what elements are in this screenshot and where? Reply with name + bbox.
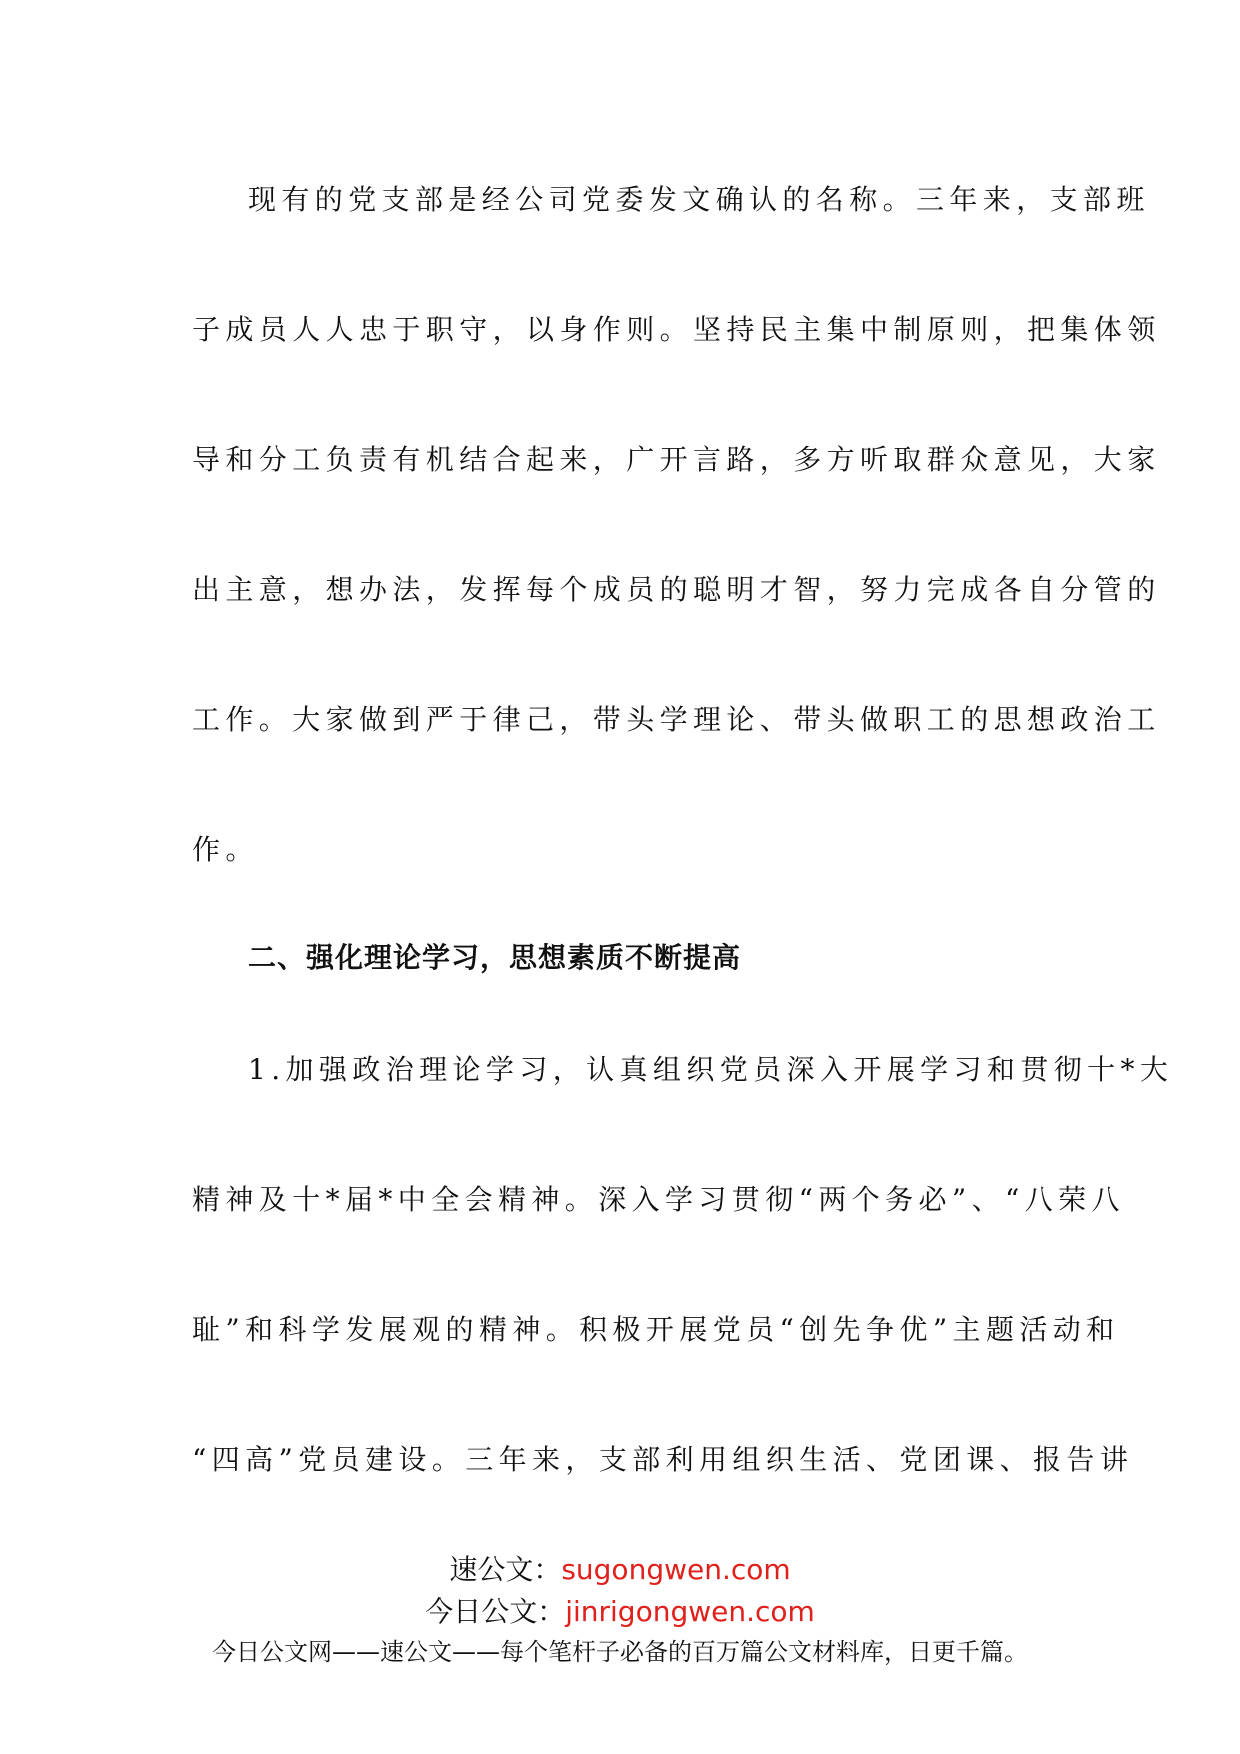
paragraph-line: 出主意，想办法，发挥每个成员的聪明才智，努力完成各自分管的 xyxy=(192,573,1161,606)
paragraph-line: 子成员人人忠于职守，以身作则。坚持民主集中制原则，把集体领 xyxy=(192,313,1161,346)
section-line: 1.加强政治理论学习，认真组织党员深入开展学习和贯彻十*大 xyxy=(248,1053,1174,1086)
section-line: 耻”和科学发展观的精神。积极开展党员“创先争优”主题活动和 xyxy=(192,1313,1120,1346)
footer-link-jinrigongwen[interactable]: jinrigongwen.com xyxy=(565,1595,815,1628)
footer-link-sugongwen[interactable]: sugongwen.com xyxy=(561,1553,791,1586)
section-heading: 二、强化理论学习，思想素质不断提高 xyxy=(248,941,742,974)
paragraph-line: 作。 xyxy=(192,833,259,866)
footer-line-sugongwen xyxy=(0,1552,1240,1588)
footer-label: 今日公文： xyxy=(425,1595,566,1628)
paragraph-line: 工作。大家做到严于律己，带头学理论、带头做职工的思想政治工 xyxy=(192,703,1161,736)
footer-tagline: 今日公文网——速公文——每个笔杆子必备的百万篇公文材料库，日更千篇。 xyxy=(212,1638,1028,1666)
paragraph-line: 导和分工负责有机结合起来，广开言路，多方听取群众意见，大家 xyxy=(192,443,1161,476)
section-line: “四高”党员建设。三年来，支部利用组织生活、党团课、报告讲 xyxy=(192,1443,1134,1476)
footer-label: 速公文： xyxy=(449,1553,562,1586)
paragraph-line: 现有的党支部是经公司党委发文确认的名称。三年来，支部班 xyxy=(248,183,1150,216)
section-line: 精神及十*届*中全会精神。深入学习贯彻“两个务必”、“八荣八 xyxy=(192,1183,1125,1216)
footer-line-jinrigongwen xyxy=(0,1594,1240,1630)
